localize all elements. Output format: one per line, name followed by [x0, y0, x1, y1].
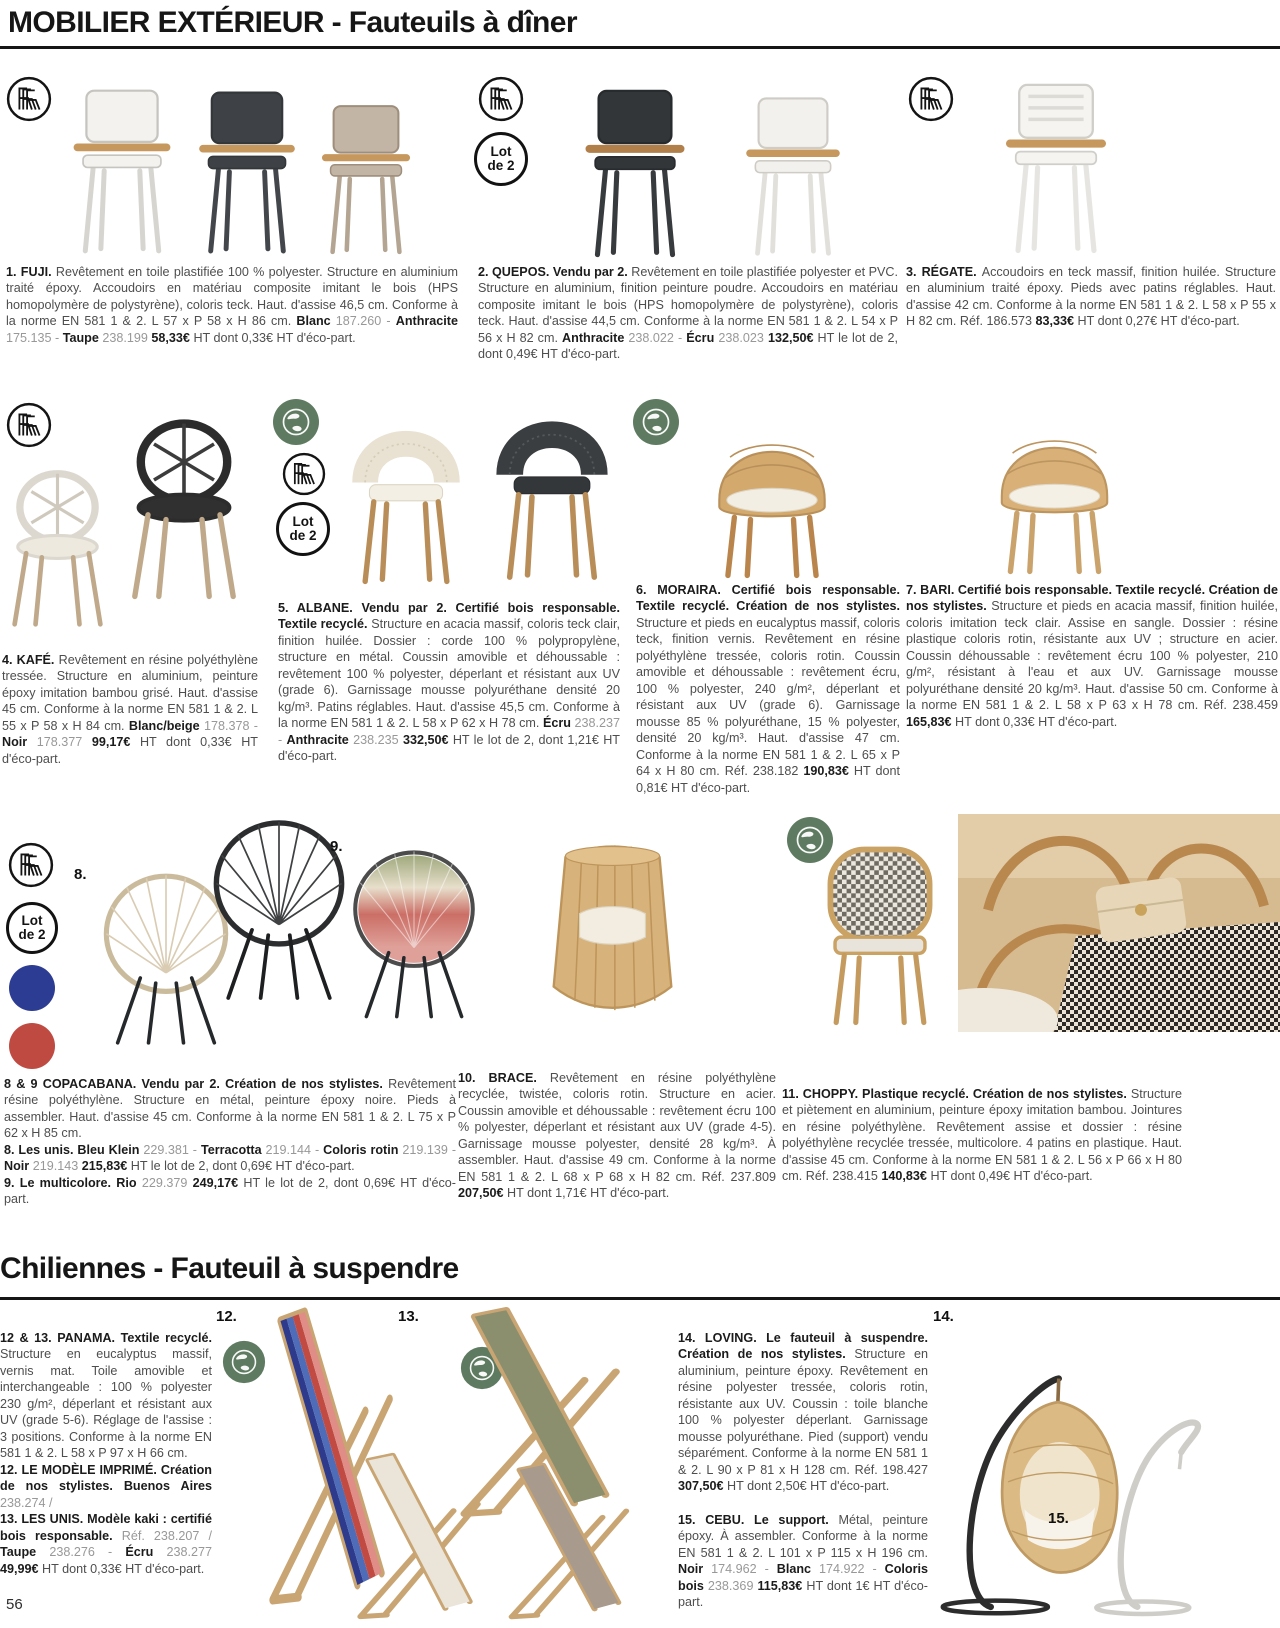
lot-badge-line2: de 2: [18, 927, 46, 942]
product-description-cebu: 15. CEBU. Le support. Métal, peinture époxy. À assembler. Conforme à la norme EN 581 1 & 2. L 101 x P 115 x H 196 cm. Noir 174.962 - Blanc 174.922 - Coloris bois 238.369 115,83€ HT dont 1€ HT d'éco-part.: [678, 1513, 929, 1610]
product-description-fuji: 1. FUJI. Revêtement en toile plastifiée 100 % polyester. Structure en aluminium traité époxy. Accoudoirs en matériau composite imitant le bois (HPS homopolymère de polystyrène), coloris teck. Haut. d'assise 46,5 cm. Conforme à la norme EN 581 1 & 2. L 57 x P 58 x H 86 cm. Blanc 187.260 - Anthracite 175.135 - Taupe 238.199 58,33€ HT dont 0,33€ HT d'éco-part.: [6, 265, 458, 345]
section-title-chiliennes: Chiliennes - Fauteuil à suspendre: [0, 1252, 459, 1285]
figure-label-12: 12.: [216, 1308, 237, 1325]
product-description-moraira: 6. MORAIRA. Certifié bois responsable. Textile recyclé. Création de nos stylistes. Structure et pieds en eucalyptus massif, coloris teck, finition vernis. Revêtement en résine polyéthylène tressée, coloris rotin. Coussin amovible et déhoussable : revêtement écru, 100 % polyester, 240 g/m², déperlant et résistant aux UV (grade 6). Garnissage mousse 85 % polyuréthane, 15 % polyester, densité 20 kg/m³. Haut. d'assise 47 cm. Conforme à la norme EN 581 1 & 2. L 65 x P 64 x H 80 cm. Réf. 238.182 190,83€ HT dont 0,81€ HT d'éco-part.: [636, 583, 900, 795]
color-swatch-bleu-klein: [8, 964, 56, 1012]
product-image-fuji-anthracite: [178, 86, 316, 262]
product-image-bari: [972, 408, 1137, 580]
product-description-kafe: 4. KAFÉ. Revêtement en résine polyéthylène tressée. Structure en aluminium, peinture époxy imitation bambou grisé. Haut. d'assise 45 cm. Conforme à la norme EN 581 1 & 2. L 55 x P 58 x H 84 cm. Blanc/beige 178.378 - Noir 178.377 99,17€ HT dont 0,33€ HT d'éco-part.: [2, 653, 258, 766]
product-image-cebu: [1082, 1390, 1234, 1618]
product-image-quepos-ecru: [722, 92, 864, 264]
product-description-quepos: 2. QUEPOS. Vendu par 2. Revêtement en toile plastifiée polyester et PVC. Structure en aluminium, finition peinture poudre. Accoudoirs en matériau composite imitant le bois (HPS homopolymère de polystyrène), coloris teck. Haut. d'assise 44,5 cm. Conforme à la norme EN 581 1 & 2. L 54 x P 56 x H 82 cm. Anthracite 238.022 - Écru 238.023 132,50€ HT le lot de 2, dont 0,49€ HT d'éco-part.: [478, 265, 898, 362]
lot-badge-line2: de 2: [289, 528, 317, 543]
lot-badge-line2: de 2: [487, 158, 515, 173]
product-image-kafe-blanc: [0, 458, 115, 640]
product-description-copacabana: 8 & 9 COPACABANA. Vendu par 2. Création de nos stylistes. Revêtement résine polyéthylène. Structure en métal, peinture époxy noire. Pieds à assembler. Haut. d'assise 45 cm. Conforme à la norme EN 581 1 & 2. L 75 x P 62 x H 85 cm. 8. Les unis. Bleu Klein 229.381 - Terracotta 219.144 - Coloris rotin 219.139 - Noir 219.143 215,83€ HT le lot de 2, dont 0,69€ HT d'éco-part. 9. Le multicolore. Rio 229.379 249,17€ HT le lot de 2, dont 0,69€ HT d'éco-part.: [4, 1077, 457, 1207]
section-divider: [0, 1297, 1280, 1300]
product-image-kafe-noir: [118, 412, 250, 608]
product-image-regate: [982, 78, 1130, 262]
product-image-moraira: [688, 412, 856, 584]
product-description-regate: 3. RÉGATE. Accoudoirs en teck massif, finition huilée. Structure en aluminium traité époxy. Pieds avec patins réglables. Haut. d'assise 42 cm. Conforme à la norme EN 581 1 & 2. L 58 x P 55 x H 82 cm. Réf. 186.573 83,33€ HT dont 0,27€ HT d'éco-part.: [906, 265, 1276, 329]
lot-badge-line1: Lot: [490, 144, 512, 160]
stackable-icon: [6, 76, 52, 122]
eco-globe-icon: [272, 398, 320, 446]
stackable-icon: [282, 452, 326, 496]
color-swatch-terracotta: [8, 1022, 56, 1070]
product-description-bari: 7. BARI. Certifié bois responsable. Textile recyclé. Création de nos stylistes. Structure et pieds en acacia massif, finition huilée, coloris imitation teck clair. Assise en sangle. Dossier : résine plastique coloris rotin, résistante aux UV ; structure en acier. Coussin déhoussable : revêtement écru 100 % polyester, 210 g/m², résistant à l'eau et aux UV. Garnissage mousse polyuréthane densité 20 kg/m³. Haut. d'assise 50 cm. Conforme à la norme EN 581 1 & 2. L 58 x P 63 x H 78 cm. Réf. 238.459 165,83€ HT dont 0,33€ HT d'éco-part.: [906, 583, 1278, 729]
lot-badge-line1: Lot: [21, 913, 43, 929]
figure-label-15: 15.: [1048, 1510, 1069, 1527]
figure-label-13: 13.: [398, 1308, 419, 1325]
stackable-icon: [6, 402, 52, 448]
section-divider: [0, 46, 1280, 49]
product-image-fuji-blanc: [52, 84, 192, 262]
figure-label-14: 14.: [933, 1308, 954, 1325]
product-description-albane: 5. ALBANE. Vendu par 2. Certifié bois responsable. Textile recyclé. Structure en acacia massif, coloris teck clair, finition huilée. Dossier : corde 100 % polypropylène, structure en métal. Coussin amovible et déhoussable : revêtement 100 % polyester, déperlant et résistant aux UV (grade 6). Garnissage mousse polyuréthane densité 20 kg/m³. Patins réglables. Haut. d'assise 45,5 cm. Conforme à la norme EN 581 1 & 2. L 58 x P 62 x H 78 cm. Écru 238.237 - Anthracite 238.235 332,50€ HT le lot de 2, dont 1,21€ HT d'éco-part.: [278, 601, 621, 764]
product-description-loving: 14. LOVING. Le fauteuil à suspendre. Création de nos stylistes. Structure en aluminium, peinture époxy. Revêtement en résine polyester tressée, coloris rotin, résistante aux UV. Coussin : toile blanche 100 % polyester déperlant. Garnissage mousse polyuréthane. Pied (support) vendu séparément. Conforme à la norme EN 581 1 & 2. L 90 x P 81 x H 128 cm. Réf. 198.427 307,50€ HT dont 2,50€ HT d'éco-part.: [678, 1331, 928, 1494]
product-image-brace: [520, 836, 705, 1036]
lot-de-2-badge: [6, 902, 58, 954]
figure-label-9: 9.: [330, 838, 343, 855]
lifestyle-photo-choppy: [958, 814, 1280, 1032]
page-number: 56: [6, 1596, 23, 1613]
product-description-choppy: 11. CHOPPY. Plastique recyclé. Création de nos stylistes. Structure et piètement en aluminium, peinture époxy imitation bambou. Jointures en résine polyéthylène. Revêtement assise et dossier : résine polyéthylène recyclée tressée, multicolore. 4 patins en plastique. Haut. d'assise 45 cm. Conforme à la norme EN 581 1 & 2. L 56 x P 66 x H 80 cm. Réf. 238.415 140,83€ HT dont 0,49€ HT d'éco-part.: [782, 1087, 1182, 1184]
product-description-brace: 10. BRACE. Revêtement en résine polyéthylène recyclée, twistée, coloris rotin. Structure en acier. Coussin amovible et déhoussable : revêtement écru 100 % polyester, déperlant et résistant aux UV (grade 4-5). Garnissage mousse polyester, densité 28 kg/m³. À assembler. Haut. d'assise 49 cm. Conforme à la norme EN 581 1 & 2. L 68 x P 68 x H 82 cm. Réf. 237.809 207,50€ HT dont 1,71€ HT d'éco-part.: [458, 1071, 776, 1201]
stackable-icon: [908, 76, 954, 122]
product-image-panama-ecru: [326, 1452, 498, 1620]
product-image-panama-taupe: [478, 1462, 646, 1620]
product-image-choppy: [800, 838, 960, 1034]
section-title-fauteuils: MOBILIER EXTÉRIEUR - Fauteuils à dîner: [8, 6, 577, 39]
stackable-icon: [8, 842, 54, 888]
figure-label-8: 8.: [74, 866, 87, 883]
product-image-albane-ecru: [336, 418, 476, 590]
product-image-fuji-taupe: [300, 100, 432, 262]
eco-globe-icon: [632, 398, 680, 446]
lot-badge-line1: Lot: [292, 514, 314, 530]
lot-de-2-badge: [474, 132, 528, 186]
product-image-quepos-anthracite: [560, 84, 710, 266]
product-image-copacabana-rio: [338, 842, 490, 1028]
product-image-albane-anthracite: [478, 408, 626, 586]
product-description-panama: 12 & 13. PANAMA. Textile recyclé. Structure en eucalyptus massif, vernis mat. Toile amovible et interchangeable : 100 % polyester 230 g/m², déperlant et résistant aux UV (grade 5-6). Réglage de l'assise : 3 positions. Conforme à la norme EN 581 1 & 2. L 58 x P 97 x H 66 cm. 12. LE MODÈLE IMPRIMÉ. Création de nos stylistes. Buenos Aires 238.274 / 13. LES UNIS. Modèle kaki : certifié bois responsable. Réf. 238.207 / Taupe 238.276 - Écru 238.277 49,99€ HT dont 0,33€ HT d'éco-part.: [0, 1331, 213, 1576]
lot-de-2-badge: [276, 502, 330, 556]
stackable-icon: [478, 76, 524, 122]
